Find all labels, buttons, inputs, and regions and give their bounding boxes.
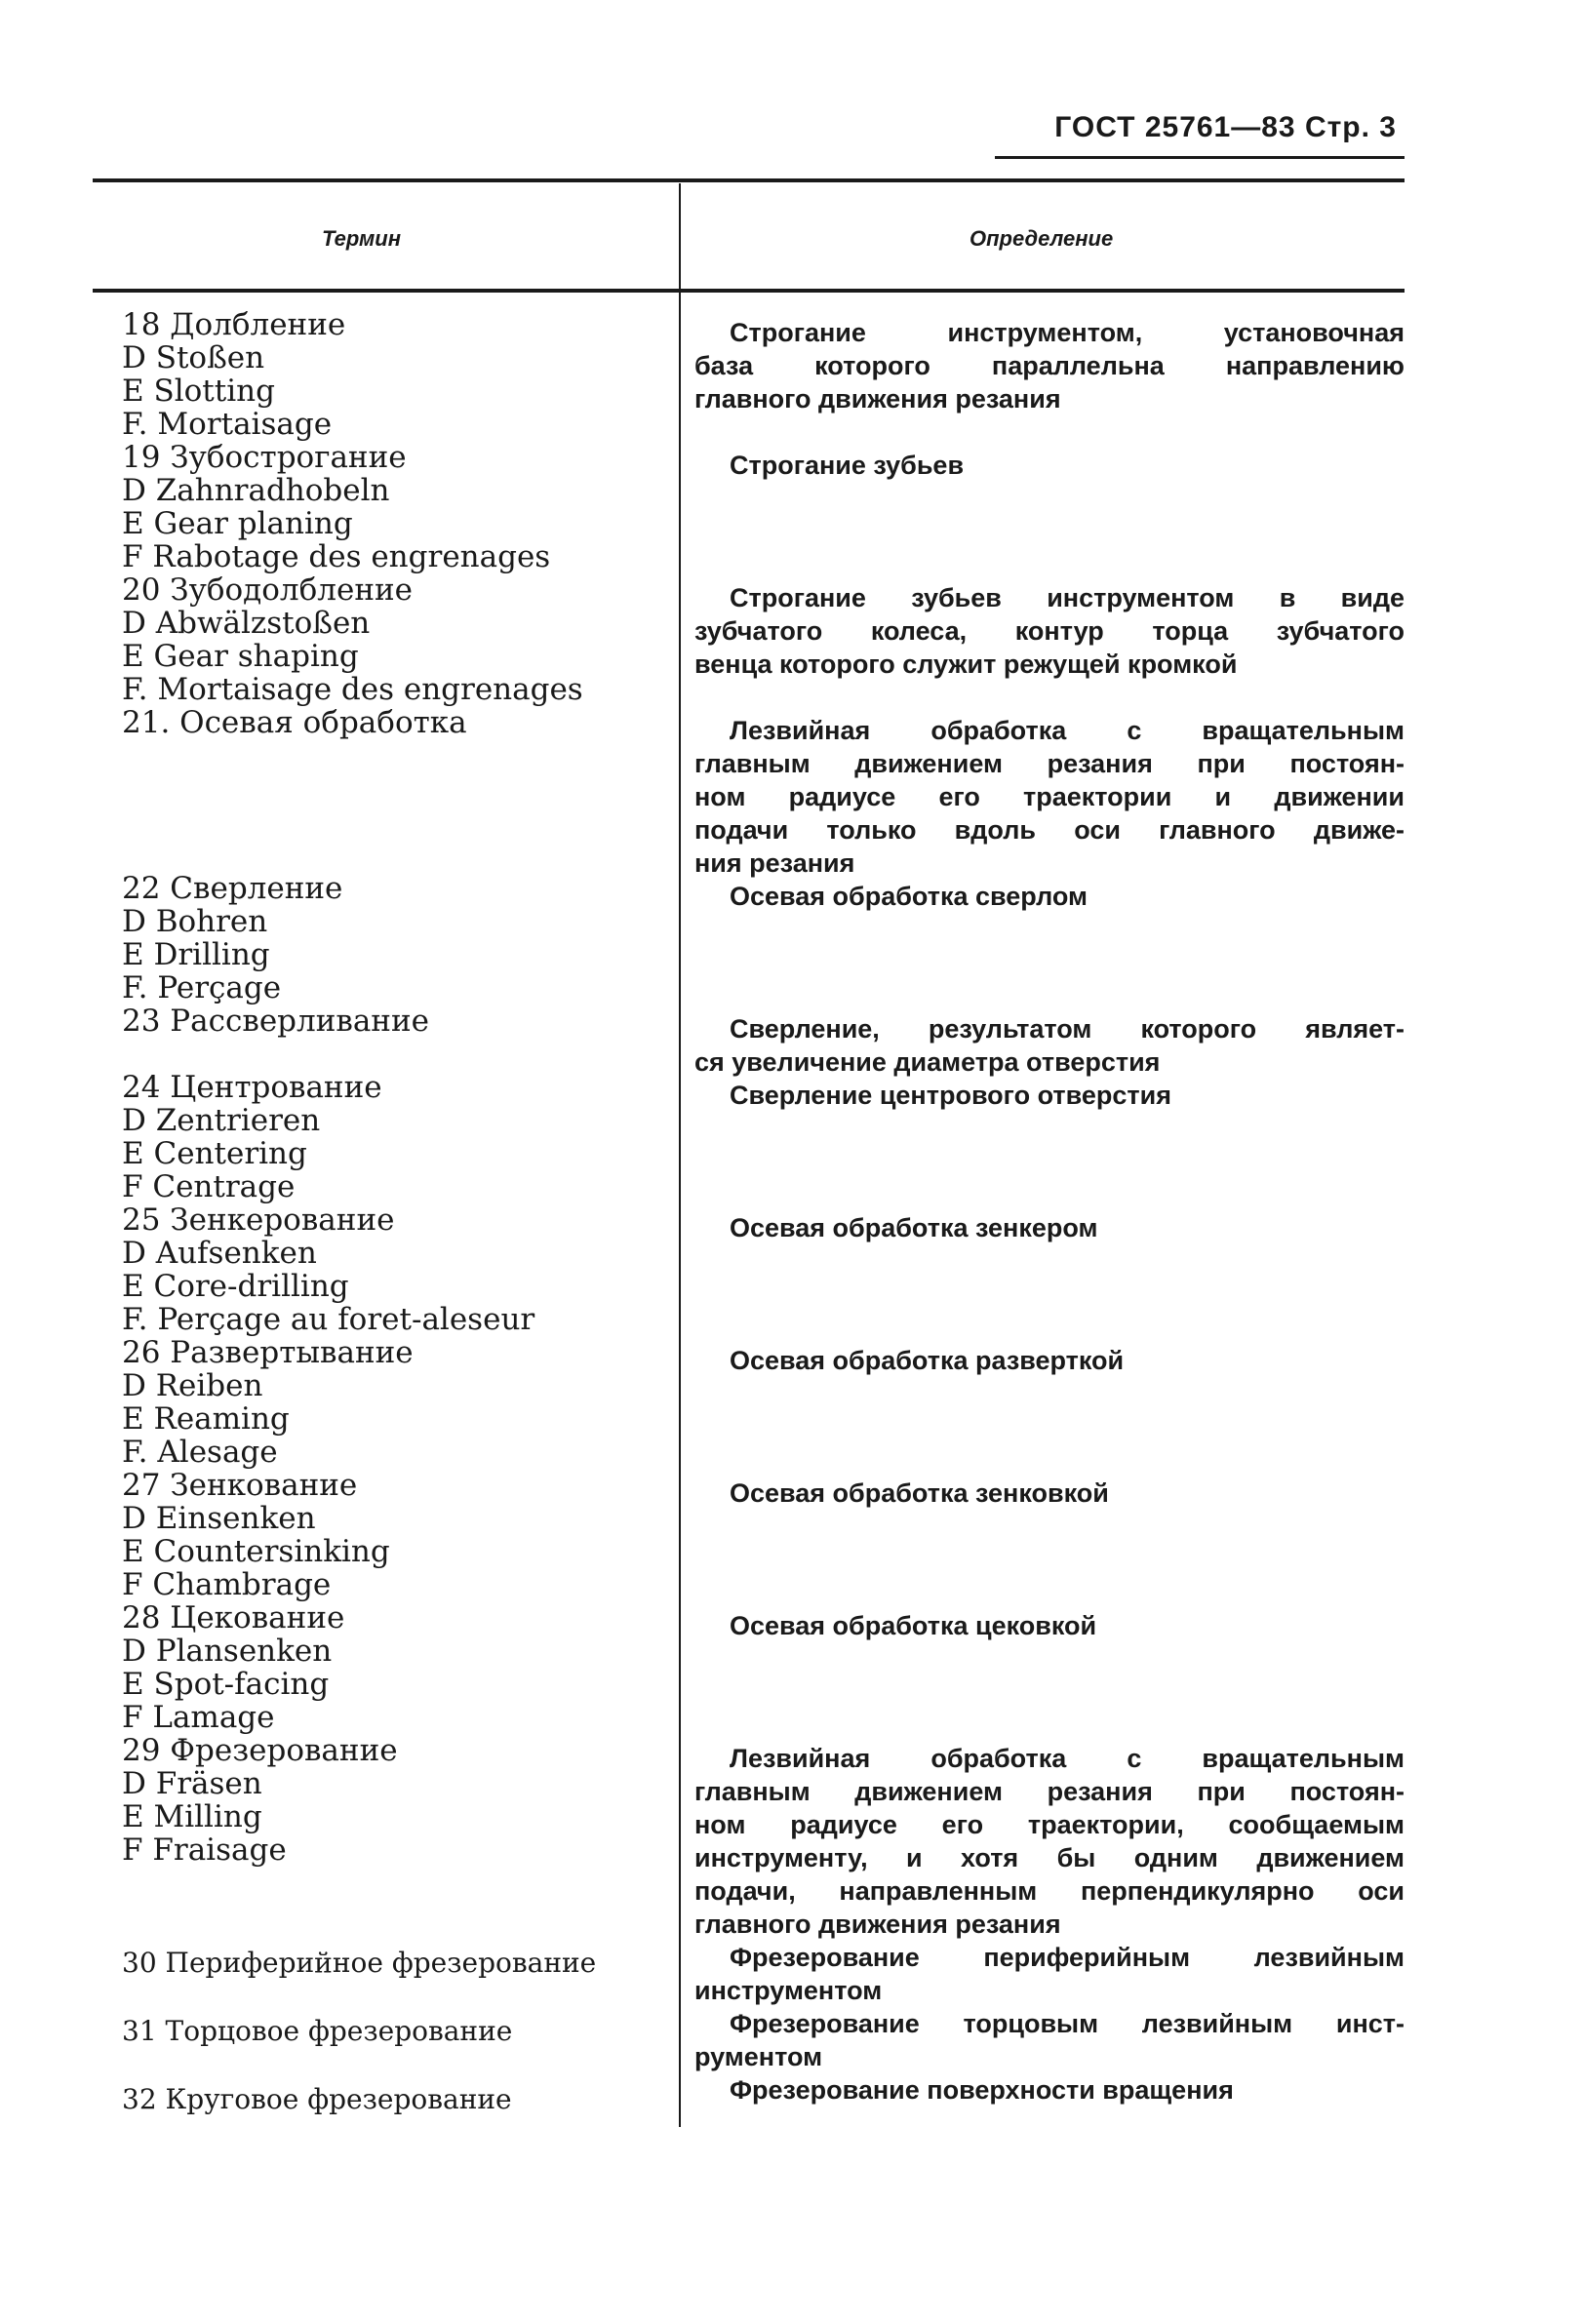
term-23: [122, 1004, 429, 1038]
definition-26: [694, 1344, 1405, 1377]
definition-line: Осевая обработка сверлом: [730, 882, 1088, 911]
term-line: E Reaming: [122, 1401, 290, 1437]
definition-line: подачи только вдоль оси главного движе-: [694, 815, 1405, 845]
definition-20: [694, 581, 1405, 681]
term-line: F Lamage: [122, 1700, 275, 1735]
column-header-definition: Определение: [970, 226, 1114, 251]
table-top-rule: [93, 178, 1405, 182]
term-line: F. Mortaisage: [122, 407, 333, 442]
definition-22: [694, 880, 1405, 913]
definition-line: Фрезерование торцовым лезвийным инст-: [730, 2009, 1405, 2038]
definition-line: Лезвийная обработка с вращательным: [730, 716, 1405, 745]
term-line: 30 Периферийное фрезерование: [122, 1947, 597, 1979]
term-line: E Slotting: [122, 374, 275, 409]
term-line: F Rabotage des engrenages: [122, 539, 551, 574]
term-line: D Zentrieren: [122, 1103, 321, 1138]
definition-line: Осевая обработка зенковкой: [730, 1478, 1109, 1508]
definition-line: Фрезерование периферийным лезвийным: [730, 1943, 1405, 1972]
term-line: D Reiben: [122, 1368, 263, 1403]
term-line: 29 Фрезерование: [122, 1733, 398, 1768]
definition-30: [694, 1941, 1405, 2007]
definition-27: [694, 1477, 1405, 1510]
term-22: [122, 872, 342, 1004]
term-line: F. Perçage au foret-aleseur: [122, 1302, 535, 1337]
definition-line: рументом: [694, 2042, 823, 2071]
definition-line: главным движением резания при постоян-: [694, 749, 1405, 778]
definition-line: зубчатого колеса, контур торца зубчатого: [694, 616, 1405, 646]
definition-line: Сверление центрового отверстия: [730, 1081, 1171, 1110]
definition-line: Лезвийная обработка с вращательным: [730, 1744, 1405, 1773]
definition-18: [694, 316, 1405, 415]
term-19: [122, 441, 550, 573]
definition-28: [694, 1609, 1405, 1642]
term-24: [122, 1071, 382, 1203]
term-line: D Zahnradhobeln: [122, 473, 390, 508]
term-line: D Abwälzstoßen: [122, 606, 371, 641]
term-line: E Milling: [122, 1799, 262, 1834]
term-25: [122, 1203, 534, 1336]
term-29: [122, 1734, 398, 1867]
definition-24: [694, 1079, 1405, 1112]
term-line: E Drilling: [122, 937, 270, 972]
term-line: D Einsenken: [122, 1501, 316, 1536]
term-line: 18 Долбление: [122, 307, 346, 342]
term-line: D Plansenken: [122, 1634, 333, 1669]
term-line: F Centrage: [122, 1169, 296, 1204]
term-line: E Countersinking: [122, 1534, 390, 1569]
definition-line: база которого параллельна направлению: [694, 351, 1405, 380]
term-line: 24 Центрование: [122, 1070, 382, 1105]
definition-line: венца которого служит режущей кромкой: [694, 650, 1238, 679]
definition-line: главного движения резания: [694, 1910, 1061, 1939]
term-26: [122, 1336, 414, 1469]
term-line: D Fräsen: [122, 1766, 262, 1801]
definition-31: [694, 2007, 1405, 2073]
definition-line: Осевая обработка цековкой: [730, 1611, 1097, 1640]
term-21: [122, 706, 467, 739]
definition-line: Фрезерование поверхности вращения: [730, 2075, 1234, 2105]
term-31: [122, 2015, 512, 2048]
term-line: 28 Цекование: [122, 1600, 345, 1635]
column-divider: [679, 183, 681, 2127]
definition-line: Сверление, результатом которого являет-: [730, 1014, 1405, 1044]
definition-line: инструментом: [694, 1976, 883, 2005]
term-18: [122, 308, 345, 441]
term-line: F. Mortaisage des engrenages: [122, 672, 583, 707]
definition-line: главным движением резания при постоян-: [694, 1777, 1405, 1806]
definition-line: ния резания: [694, 848, 855, 878]
term-line: 22 Сверление: [122, 871, 343, 906]
term-line: F. Perçage: [122, 970, 282, 1005]
page-header-text: ГОСТ 25761—83 Стр. 3: [1054, 111, 1397, 143]
term-line: 21. Осевая обработка: [122, 705, 467, 740]
term-32: [122, 2083, 512, 2116]
definition-25: [694, 1211, 1405, 1244]
definition-line: Осевая обработка зенкером: [730, 1213, 1098, 1242]
term-line: 20 Зубодолбление: [122, 572, 413, 608]
definition-32: [694, 2073, 1405, 2107]
term-line: F Fraisage: [122, 1832, 287, 1868]
term-line: D Aufsenken: [122, 1236, 317, 1271]
term-line: E Gear planing: [122, 506, 353, 541]
term-line: D Bohren: [122, 904, 268, 939]
definition-23: [694, 1012, 1405, 1079]
term-line: 19 Зубострогание: [122, 440, 407, 475]
definition-line: Осевая обработка разверткой: [730, 1346, 1125, 1375]
column-header-term: Термин: [322, 226, 401, 251]
definition-line: ном радиусе его траектории и движении: [694, 782, 1405, 811]
term-line: F Chambrage: [122, 1567, 332, 1602]
term-line: 25 Зенкерование: [122, 1202, 395, 1238]
term-line: E Core-drilling: [122, 1269, 349, 1304]
definition-line: подачи, направленным перпендикулярно оси: [694, 1876, 1405, 1906]
term-line: D Stoßen: [122, 340, 265, 375]
definition-21: [694, 714, 1405, 880]
page-header: [995, 109, 1405, 159]
table-head-rule: [93, 289, 1405, 293]
term-line: 23 Рассверливание: [122, 1004, 429, 1039]
term-28: [122, 1601, 344, 1734]
term-line: 26 Развертывание: [122, 1335, 414, 1370]
term-line: E Spot-facing: [122, 1667, 330, 1702]
definition-line: инструменту, и хотя бы одним движением: [694, 1843, 1405, 1872]
term-line: 32 Круговое фрезерование: [122, 2083, 512, 2115]
term-27: [122, 1469, 390, 1601]
term-line: E Gear shaping: [122, 639, 359, 674]
definition-line: ся увеличение диаметра отверстия: [694, 1047, 1161, 1077]
definition-line: Строгание инструментом, установочная: [730, 318, 1405, 347]
definition-line: Строгание зубьев инструментом в виде: [730, 583, 1405, 612]
definition-29: [694, 1742, 1405, 1941]
term-line: 31 Торцовое фрезерование: [122, 2015, 513, 2047]
definition-line: ном радиусе его траектории, сообщаемым: [694, 1810, 1405, 1839]
definition-line: главного движения резания: [694, 384, 1061, 414]
term-line: 27 Зенкование: [122, 1468, 358, 1503]
definition-line: Строгание зубьев: [730, 451, 965, 480]
term-line: F. Alesage: [122, 1435, 278, 1470]
term-30: [122, 1947, 596, 1980]
term-20: [122, 573, 583, 706]
definition-19: [694, 449, 1405, 482]
term-line: E Centering: [122, 1136, 307, 1171]
